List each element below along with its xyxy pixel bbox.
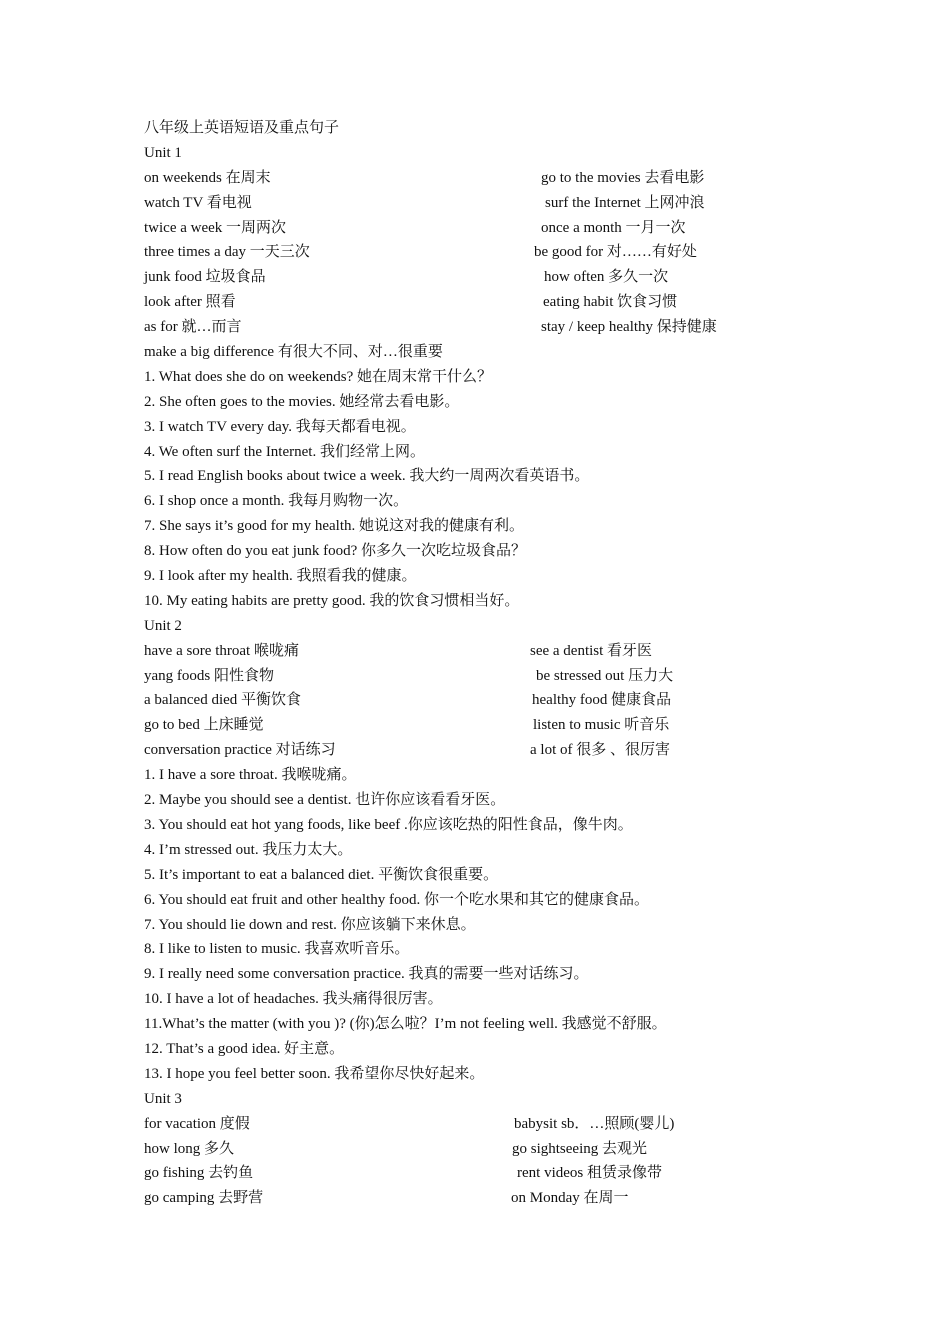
phrase-row [144, 1137, 844, 1162]
sentence: 5. It’s important to eat a balanced diet. 平衡饮食很重要。 [144, 866, 499, 883]
phrase-left: go camping 去野营 [144, 1190, 264, 1207]
document-title: 八年级上英语短语及重点句子 [144, 120, 340, 136]
phrase-left: junk food 垃圾食品 [144, 269, 266, 286]
unit-heading: Unit 3 [144, 1090, 182, 1107]
phrase-row [144, 1161, 844, 1186]
sentence: 4. We often surf the Internet. 我们经常上网。 [144, 443, 425, 460]
sentence: 13. I hope you feel better soon. 我希望你尽快好起来。 [144, 1065, 485, 1082]
phrase-right: stay / keep healthy 保持健康 [541, 319, 717, 336]
phrase-right: eating habit 饮食习惯 [543, 294, 678, 311]
phrase-left: as for 就…而言 [144, 319, 242, 336]
phrase-right: be stressed out 压力大 [536, 667, 674, 684]
phrase-row [144, 290, 844, 315]
unit-heading: Unit 2 [144, 617, 182, 634]
sentence: 8. I like to listen to music. 我喜欢听音乐。 [144, 941, 410, 958]
phrase-row [144, 240, 844, 265]
phrase-right: on Monday 在周一 [511, 1190, 629, 1207]
phrase-row [144, 639, 844, 664]
unit-heading: Unit 1 [144, 144, 182, 161]
sentence: 6. You should eat fruit and other healthy food. 你一个吃水果和其它的健康食品。 [144, 891, 649, 908]
phrase-left: a balanced died 平衡饮食 [144, 692, 302, 709]
sentence: 10. I have a lot of headaches. 我头痛得很厉害。 [144, 991, 443, 1008]
phrase-row [144, 216, 844, 241]
phrase-right: once a month 一月一次 [541, 219, 686, 236]
phrase-row [144, 713, 844, 738]
phrase-row [144, 191, 844, 216]
sentence: 11.What’s the matter (with you )? (你)怎么啦？I’m not feeling well. 我感觉不舒服。 [144, 1016, 667, 1033]
document-page [144, 116, 844, 1211]
sentence: 1. What does she do on weekends? 她在周末常干什么？ [144, 368, 493, 385]
phrase-right: babysit sb．…照顾(婴儿) [514, 1115, 675, 1132]
phrase-row [144, 738, 844, 763]
phrase-right: healthy food 健康食品 [532, 692, 672, 709]
phrase-right: listen to music 听音乐 [533, 717, 670, 734]
phrase-left: yang foods 阳性食物 [144, 667, 274, 684]
sentence: 6. I shop once a month. 我每月购物一次。 [144, 493, 409, 510]
sentence: 9. I look after my health. 我照看我的健康。 [144, 568, 417, 585]
phrase-left: go fishing 去钓鱼 [144, 1165, 254, 1182]
phrase-left: twice a week 一周两次 [144, 219, 287, 236]
phrase-right: go to the movies 去看电影 [541, 169, 705, 186]
phrase-right: see a dentist 看牙医 [530, 642, 653, 659]
phrase-row [144, 315, 844, 340]
phrase-left: have a sore throat 喉咙痛 [144, 642, 299, 659]
sentence: 7. She says it’s good for my health. 她说这对我的健康有利。 [144, 518, 524, 535]
sentence: 7. You should lie down and rest. 你应该躺下来休息。 [144, 916, 476, 933]
sentence: 4. I’m stressed out. 我压力太大。 [144, 841, 353, 858]
sentence: 8. How often do you eat junk food? 你多久一次吃垃圾食品？ [144, 543, 527, 560]
sentence: 2. She often goes to the movies. 她经常去看电影。 [144, 393, 460, 410]
phrase-left: conversation practice 对话练习 [144, 742, 336, 759]
phrase-right: surf the Internet 上网冲浪 [545, 194, 705, 211]
phrase-row [144, 265, 844, 290]
phrase-left: for vacation 度假 [144, 1115, 250, 1132]
sentence: 3. I watch TV every day. 我每天都看电视。 [144, 418, 416, 435]
phrase-left: look after 照看 [144, 294, 236, 311]
phrase-left: watch TV 看电视 [144, 194, 252, 211]
phrase-row [144, 166, 844, 191]
sentence: 5. I read English books about twice a week. 我大约一周两次看英语书。 [144, 468, 590, 485]
phrase-left: three times a day 一天三次 [144, 244, 310, 261]
sentence: 3. You should eat hot yang foods, like beef .你应该吃热的阳性食品，像牛肉。 [144, 816, 633, 833]
phrase-row [144, 1112, 844, 1137]
phrase-right: be good for 对……有好处 [534, 244, 697, 261]
phrase-row [144, 664, 844, 689]
phrase-row [144, 1186, 844, 1211]
sentence: 2. Maybe you should see a dentist. 也许你应该看看牙医。 [144, 792, 506, 809]
phrase-right: go sightseeing 去观光 [512, 1140, 647, 1157]
phrase-row [144, 688, 844, 713]
phrase-right: rent videos 租赁录像带 [517, 1165, 662, 1182]
phrase-left: on weekends 在周末 [144, 169, 271, 186]
sentence: 1. I have a sore throat. 我喉咙痛。 [144, 767, 357, 784]
phrase-right: how often 多久一次 [544, 269, 669, 286]
phrase-right: a lot of 很多 、很厉害 [530, 742, 670, 759]
phrase-line: make a big difference 有很大不同、对…很重要 [144, 344, 443, 361]
sentence: 9. I really need some conversation practice. 我真的需要一些对话练习。 [144, 966, 589, 983]
phrase-left: go to bed 上床睡觉 [144, 717, 264, 734]
sentence: 10. My eating habits are pretty good. 我的饮食习惯相当好。 [144, 592, 520, 609]
sentence: 12. That’s a good idea. 好主意。 [144, 1040, 345, 1057]
phrase-left: how long 多久 [144, 1140, 235, 1157]
